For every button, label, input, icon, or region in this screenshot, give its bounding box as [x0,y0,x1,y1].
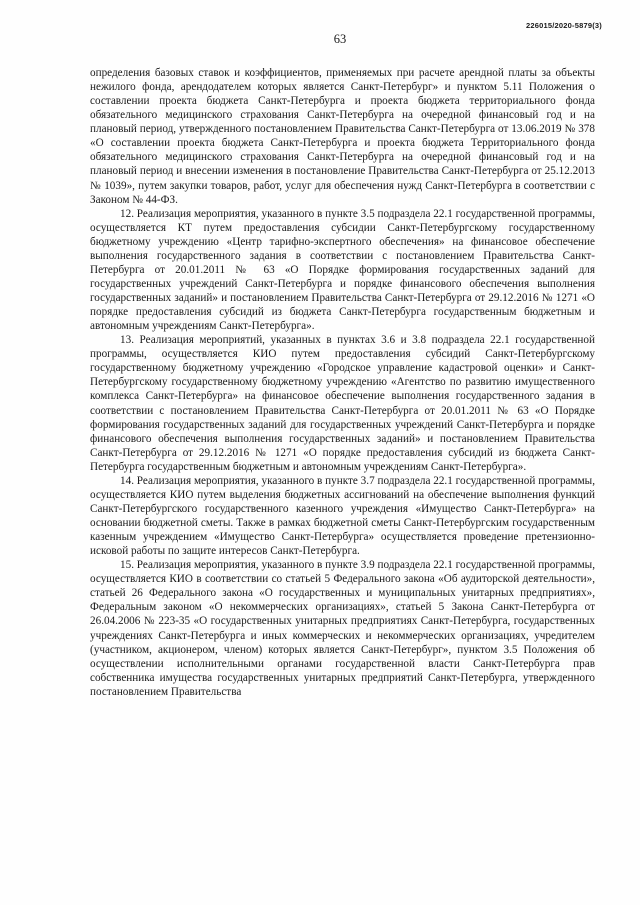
page-number: 63 [333,32,347,46]
paragraph-15: 15. Реализация мероприятия, указанного в пункте 3.9 подраздела 22.1 государственной программы, осуществляется КИО в соответствии со статьей 5 Федерального закона «Об аудиторской деятельности», статьей 26 Федерального закона «О государственных и муниципальных унитарных предприятиях», Федеральным законом «О некоммерческих организациях», статьей 5 Закона Санкт-Петербурга от 26.04.2006 № 223-35 «О государственных унитарных предприятиях Санкт-Петербурга, государственных учреждениях Санкт-Петербурга и иных коммерческих и некоммерческих организациях, учредителем (участником, акционером, членом) которых является Санкт-Петербург», пунктом 3.5 Положения об осуществлении исполнительными органами государственной власти Санкт-Петербурга прав собственника имущества государственных унитарных предприятий Санкт-Петербурга, утвержденного постановлением Правительства [90,559,595,698]
paragraph-continuation: определения базовых ставок и коэффициентов, применяемых при расчете арендной платы за объекты нежилого фонда, арендодателем которых является Санкт-Петербург» и пунктом 5.11 Положения о составлении проекта бюджета Санкт-Петербурга и проекта бюджета территориального фонда обязательного медицинского страхования Санкт-Петербурга на очередной финансовый год и на плановый период, утвержденного постановлением Правительства Санкт-Петербурга от 13.06.2019 № 378 «О составлении проекта бюджета Санкт-Петербурга и проекта бюджета Территориального фонда обязательного медицинского страхования Санкт-Петербурга на очередной финансовый год и на плановый период и внесении изменения в постановление Правительства Санкт-Петербурга от 25.12.2013 № 1039», путем закупки товаров, работ, услуг для обеспечения нужд Санкт-Петербурга в соответствии с Законом № 44-ФЗ. [90,67,595,206]
paragraph-14: 14. Реализация мероприятия, указанного в пункте 3.7 подраздела 22.1 государственной программы, осуществляется КИО путем выделения бюджетных ассигнований на обеспечение выполнения функций Санкт-Петербургского государственного казенного учреждения «Имущество Санкт-Петербурга» на основании бюджетной сметы. Также в рамках бюджетной сметы Санкт-Петербургским государственным казенным учреждением «Имущество Санкт-Петербурга» осуществляется проведение претензионно-исковой работы по защите интересов Санкт-Петербурга. [90,474,595,558]
paragraph-13: 13. Реализация мероприятий, указанных в пунктах 3.6 и 3.8 подраздела 22.1 государственной программы, осуществляется КИО путем предоставления субсидий Санкт-Петербургскому государственному бюджетному учреждению «Городское управление кадастровой оценки» и Санкт-Петербургскому государственному бюджетному учреждению «Агентство по развитию имущественного комплекса Санкт-Петербурга» на финансовое обеспечение выполнения государственного задания в соответствии с постановлением Правительства Санкт-Петербурга от 20.01.2011 № 63 «О Порядке формирования государственных заданий для государственных учреждений Санкт-Петербурга и порядке финансового обеспечения выполнения государственных заданий» и постановлением Правительства Санкт-Петербурга от 29.12.2016 № 1271 «О порядке предоставления субсидий из бюджета Санкт-Петербурга государственным бюджетным и автономным учреждениям Санкт-Петербурга». [90,334,595,473]
document-body [90,66,595,699]
paragraph-12: 12. Реализация мероприятия, указанного в пункте 3.5 подраздела 22.1 государственной программы, осуществляется КТ путем предоставления субсидии Санкт-Петербургскому государственному бюджетному учреждению «Центр тарифно-экспертного обеспечения» на финансовое обеспечение выполнения государственного задания в соответствии с постановлением Правительства Санкт-Петербурга от 20.01.2011 № 63 «О Порядке формирования государственных заданий для государственных учреждений Санкт-Петербурга и порядке финансового обеспечения выполнения государственных заданий» и постановлением Правительства Санкт-Петербурга от 29.12.2016 № 1271 «О порядке предоставления субсидий из бюджета Санкт-Петербурга государственным бюджетным и автономным учреждениям Санкт-Петербурга». [90,207,595,333]
document-id: 226015/2020-5879(3) [526,21,602,30]
